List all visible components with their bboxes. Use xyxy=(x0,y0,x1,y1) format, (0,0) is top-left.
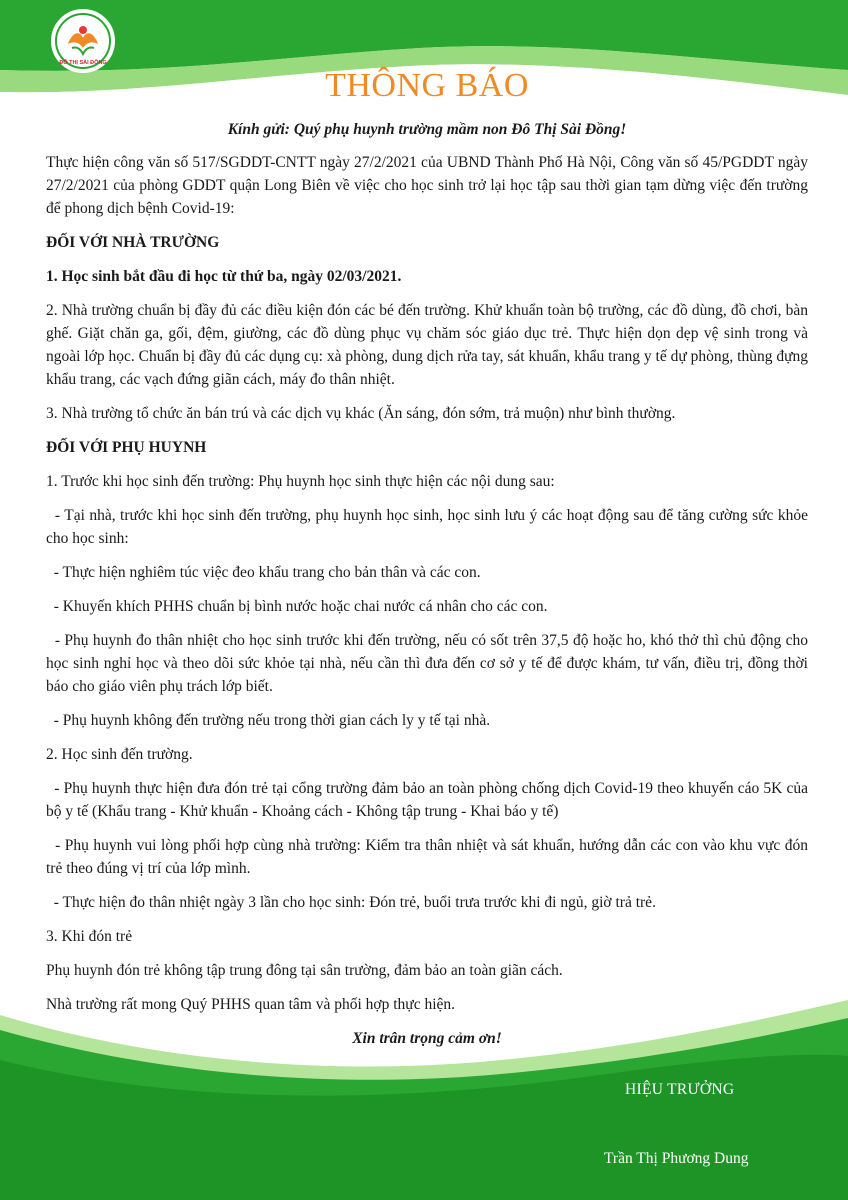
school-item-2: 2. Nhà trường chuẩn bị đầy đủ các điều kiện đón các bé đến trường. Khử khuẩn toàn bộ trường, các đồ dùng, đồ chơi, bàn ghế. Giặt chăn ga, gối, đệm, giường, các đồ dùng phục vụ chăm sóc giáo dục trẻ. Thực hiện dọn dẹp vệ sinh trong và ngoài lớp học. Chuẩn bị đầy đủ các dụng cụ: xà phòng, dung dịch rửa tay, sát khuẩn, khẩu trang y tế dự phòng, thùng đựng khẩu trang, các vạch đứng giãn cách, máy đo thân nhiệt. xyxy=(46,302,808,388)
parent-item-1-point: - Phụ huynh đo thân nhiệt cho học sinh trước khi đến trường, nếu có sốt trên 37,5 độ hoặc ho, khó thở thì chủ động cho học sinh nghỉ học và theo dõi sức khỏe tại nhà, nếu cần thì đưa đến cơ sở y tế để được khám, tư vấn, điều trị, đồng thời báo cho giáo viên phụ trách lớp biết. xyxy=(46,632,812,695)
intro-paragraph: Thực hiện công văn số 517/SGDDT-CNTT ngày 27/2/2021 của UBND Thành Phố Hà Nội, Công văn số 45/PGDDT ngày 27/2/2021 của phòng GDDT quận Long Biên về việc cho học sinh trở lại học tập sau thời gian tạm dừng việc đến trường để phong dịch bệnh Covid-19: xyxy=(46,154,808,217)
parent-item-2-point: - Phụ huynh vui lòng phối hợp cùng nhà trường: Kiểm tra thân nhiệt và sát khuẩn, hướng dẫn các con vào khu vực đón trẻ theo đúng vị trí của lớp mình. xyxy=(46,837,812,877)
parent-item-1: 1. Trước khi học sinh đến trường: Phụ huynh học sinh thực hiện các nội dung sau: xyxy=(46,473,555,490)
closing-paragraph: Nhà trường rất mong Quý PHHS quan tâm và phối hợp thực hiện. xyxy=(46,996,456,1013)
parent-item-1-point: - Tại nhà, trước khi học sinh đến trường, phụ huynh học sinh, học sinh lưu ý các hoạt động sau để tăng cường sức khỏe cho học sinh: xyxy=(46,507,812,547)
parent-item-1-point: - Phụ huynh không đến trường nếu trong thời gian cách ly y tế tại nhà. xyxy=(46,712,491,729)
greeting: Kính gửi: Quý phụ huynh trường mầm non Đô Thị Sài Đồng! xyxy=(227,121,627,138)
signature-name: Trần Thị Phương Dung xyxy=(604,1150,749,1167)
school-section-heading: ĐỐI VỚI NHÀ TRƯỜNG xyxy=(46,234,220,251)
school-item-3: 3. Nhà trường tổ chức ăn bán trú và các dịch vụ khác (Ăn sáng, đón sớm, trả muộn) như bình thường. xyxy=(46,405,676,422)
parent-item-1-point: - Khuyến khích PHHS chuẩn bị bình nước hoặc chai nước cá nhân cho các con. xyxy=(46,598,548,615)
page-title: THÔNG BÁO xyxy=(325,67,529,104)
thanks-line: Xin trân trọng cảm ơn! xyxy=(352,1030,502,1047)
parent-item-2-point: - Phụ huynh thực hiện đưa đón trẻ tại cổng trường đảm bảo an toàn phòng chống dịch Covid-19 theo khuyến cáo 5K của bộ y tế (Khẩu trang - Khử khuẩn - Khoảng cách - Không tập trung - Khai báo y tế) xyxy=(46,780,812,820)
parent-item-2: 2. Học sinh đến trường. xyxy=(46,746,193,763)
notice-document xyxy=(46,60,812,1050)
svg-text:ĐÔ THỊ SÀI ĐỒNG: ĐÔ THỊ SÀI ĐỒNG xyxy=(59,60,107,66)
parent-item-3: 3. Khi đón trẻ xyxy=(46,928,133,945)
signature-title: HIỆU TRƯỞNG xyxy=(625,1081,735,1098)
parent-item-3-text: Phụ huynh đón trẻ không tập trung đông tại sân trường, đảm bảo an toàn giãn cách. xyxy=(46,962,563,979)
school-item-1: 1. Học sinh bắt đầu đi học từ thứ ba, ngày 02/03/2021. xyxy=(46,268,402,285)
parent-section-heading: ĐỐI VỚI PHỤ HUYNH xyxy=(46,439,207,456)
parent-item-2-point: - Thực hiện đo thân nhiệt ngày 3 lần cho học sinh: Đón trẻ, buổi trưa trước khi đi ngủ, giờ trả trẻ. xyxy=(46,894,656,911)
parent-item-1-point: - Thực hiện nghiêm túc việc đeo khẩu trang cho bản thân và các con. xyxy=(46,564,481,581)
